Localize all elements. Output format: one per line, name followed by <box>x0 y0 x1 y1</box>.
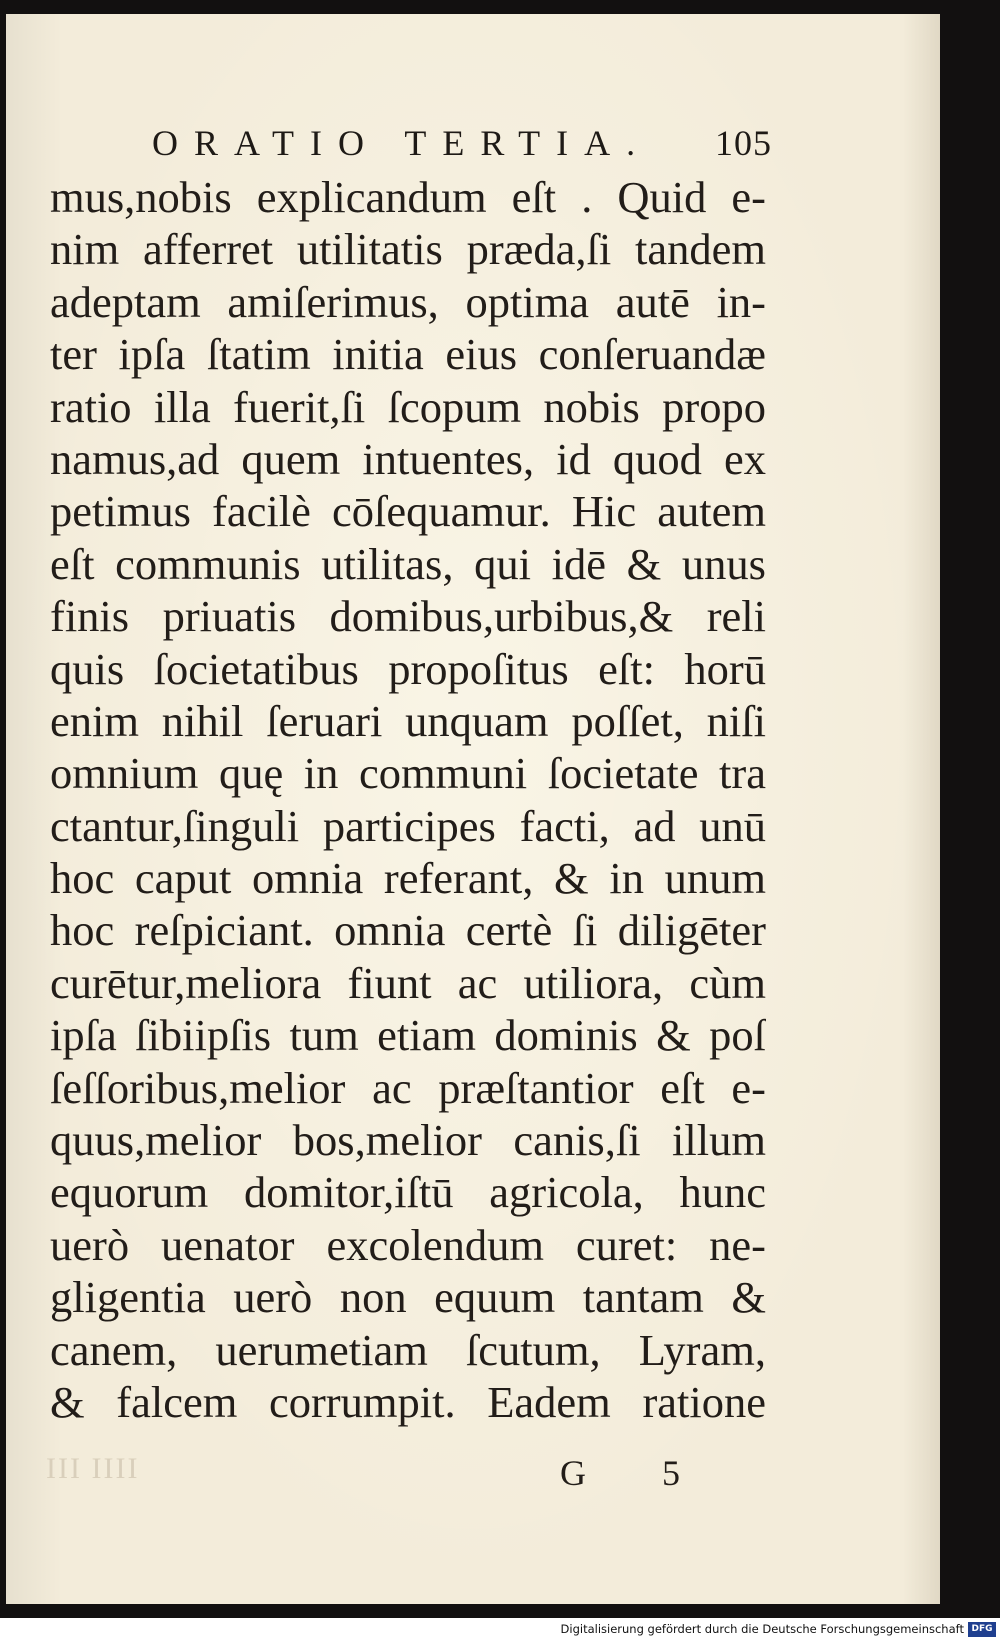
dfg-logo: DFG <box>968 1622 996 1637</box>
text-line: quis ſocietatibus propoſitus eſt: horū <box>50 643 766 694</box>
text-line: & falcem corrumpit. Eadem ratione <box>50 1376 766 1427</box>
book-page <box>6 14 940 1604</box>
signature-mark <box>560 1448 680 1498</box>
text-line: omnium quę in communi ſocietate tra <box>50 748 766 799</box>
text-line: hoc reſpiciant. omnia certè ſi diligēter <box>50 905 766 956</box>
funding-credit: Digitalisierung gefördert durch die Deutsche Forschungsgemeinschaft <box>560 1622 964 1636</box>
text-line: enim nihil ſeruari unquam poſſet, niſi <box>50 695 766 746</box>
text-line: equorum domitor,iſtū agricola, hunc <box>50 1167 766 1218</box>
running-head <box>152 118 772 168</box>
text-line: ipſa ſibiipſis tum etiam dominis & poſ <box>50 1010 766 1061</box>
text-line: namus,ad quem intuentes, id quod ex <box>50 433 766 484</box>
text-line: adeptam amiſerimus, optima autē in- <box>50 276 766 327</box>
text-line: ſeſſoribus,melior ac præſtantior eſt e- <box>50 1062 766 1113</box>
text-line: eſt communis utilitas, qui idē & unus <box>50 538 766 589</box>
signature-letter: G <box>560 1453 586 1493</box>
running-head-title: ORATIO TERTIA. <box>152 123 652 163</box>
digitization-footer <box>0 1618 1000 1644</box>
text-line: curētur,meliora fiunt ac utiliora, cùm <box>50 957 766 1008</box>
text-line: nim afferret utilitatis præda,ſi tandem <box>50 224 766 275</box>
text-line: ctantur,ſinguli participes facti, ad unū <box>50 800 766 851</box>
text-line: uerò uenator excolendum curet: ne- <box>50 1219 766 1270</box>
text-line: ratio illa fuerit,ſi ſcopum nobis propo <box>50 381 766 432</box>
page-number: 105 <box>715 123 772 163</box>
text-line: ter ipſa ſtatim initia eius conſeruandæ <box>50 329 766 380</box>
text-line: quus,melior bos,melior canis,ſi illum <box>50 1115 766 1166</box>
text-line: mus,nobis explicandum eſt . Quid e- <box>50 172 766 222</box>
text-line: petimus facilè cōſequamur. Hic autem <box>50 486 766 537</box>
text-line: finis priuatis domibus,urbibus,& reli <box>50 591 766 642</box>
body-text <box>50 171 766 1428</box>
signature-number: 5 <box>662 1453 680 1493</box>
bleed-through-text: III IIII <box>46 1452 140 1485</box>
text-line: canem, uerumetiam ſcutum, Lyram, <box>50 1324 766 1375</box>
text-line: hoc caput omnia referant, & in unum <box>50 853 766 904</box>
text-line: gligentia uerò non equum tantam & <box>50 1272 766 1323</box>
